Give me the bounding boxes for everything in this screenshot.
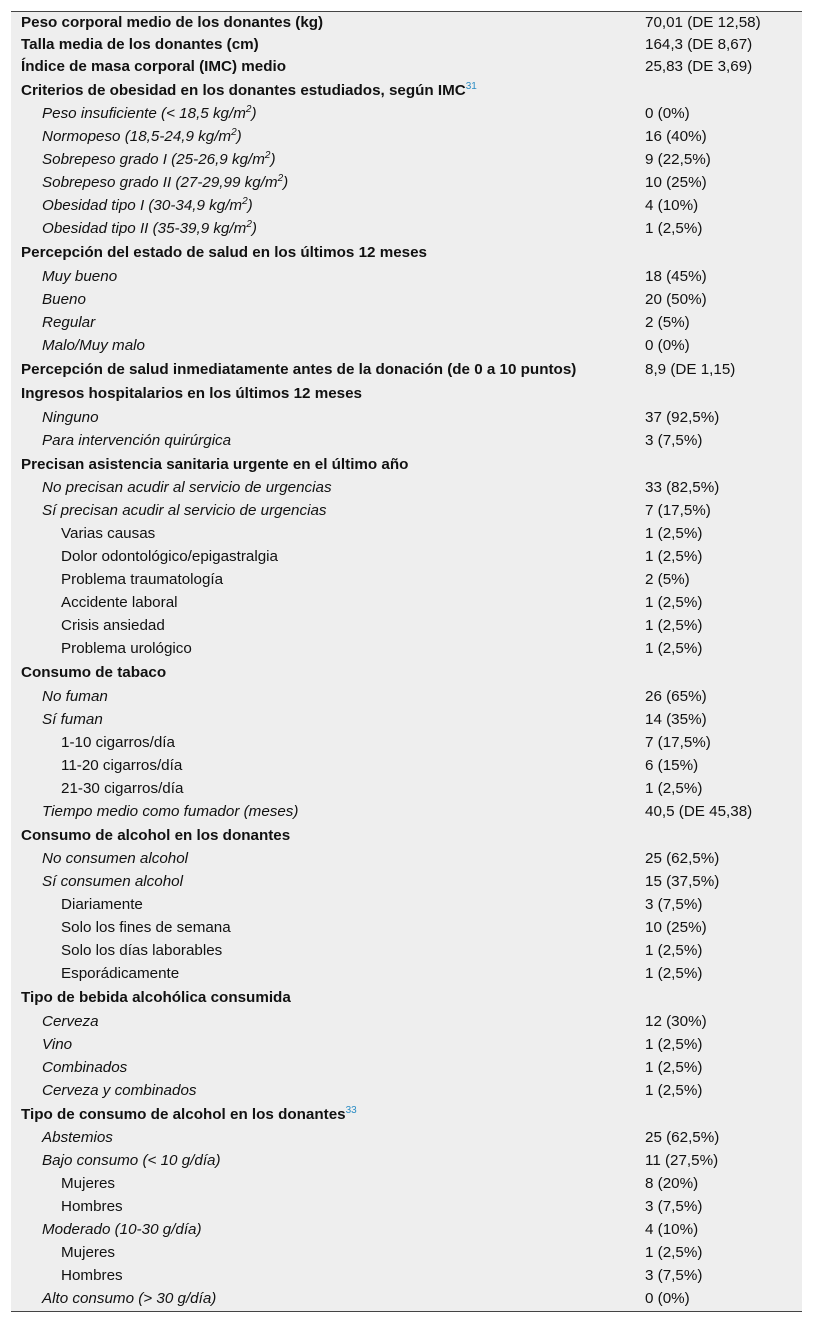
table-row (11, 103, 802, 126)
row-label (11, 241, 645, 266)
row-label-text: Para intervención quirúrgica (42, 431, 232, 449)
row-label (11, 311, 645, 334)
row-value: 12 (30%) (645, 1012, 707, 1030)
row-label-tail: ) (270, 151, 276, 169)
row-label (11, 894, 645, 917)
table-row (11, 218, 802, 241)
row-value: 2 (5%) (645, 571, 690, 589)
table-row (11, 477, 802, 500)
row-label (11, 429, 645, 452)
row-label-text: Moderado (10-30 g/día) (42, 1221, 202, 1239)
row-label-text: Malo/Muy malo (42, 336, 145, 354)
row-label (11, 661, 645, 686)
table-row (11, 546, 802, 569)
table-row (11, 288, 802, 311)
row-label (11, 592, 645, 615)
table-row (11, 149, 802, 172)
row-label (11, 685, 645, 708)
row-label-text: Consumo de alcohol en los donantes (21, 826, 291, 844)
row-label-text: Precisan asistencia sanitaria urgente en el último año (21, 455, 409, 473)
row-label-text: Normopeso (18,5-24,9 kg/m (42, 128, 232, 146)
row-label-text: Vino (42, 1035, 73, 1053)
table-row (11, 871, 802, 894)
unit-exponent: 2 (245, 104, 252, 116)
row-label-text: Índice de masa corporal (IMC) medio (21, 58, 286, 76)
row-value: 1 (2,5%) (645, 1081, 703, 1099)
row-label (11, 1242, 645, 1265)
row-value: 164,3 (DE 8,67) (645, 36, 753, 54)
row-label-text: Percepción de salud inmediatamente antes de la donación (de 0 a 10 puntos) (21, 360, 577, 378)
row-label-text: Sí precisan acudir al servicio de urgencias (42, 502, 327, 520)
row-label (11, 1033, 645, 1056)
row-label-text: Obesidad tipo I (30-34,9 kg/m (42, 197, 243, 215)
row-label-text: 1-10 cigarros/día (61, 733, 175, 751)
row-label-text: Regular (42, 313, 96, 331)
reference-link[interactable]: 31 (465, 80, 477, 92)
row-label (11, 103, 645, 126)
row-label-tail: ) (247, 197, 253, 215)
row-label-text: Mujeres (61, 1175, 116, 1193)
row-label-text: Abstemios (42, 1129, 113, 1147)
row-label (11, 1079, 645, 1102)
row-value: 1 (2,5%) (645, 1058, 703, 1076)
donor-characteristics-table (11, 11, 802, 1312)
table-row (11, 172, 802, 195)
row-value: 25 (62,5%) (645, 850, 720, 868)
row-label (11, 382, 645, 407)
row-label-text: Muy bueno (42, 267, 118, 285)
row-label (11, 126, 645, 149)
row-value (645, 452, 802, 477)
table-row (11, 357, 802, 382)
row-value: 1 (2,5%) (645, 548, 703, 566)
table-row (11, 241, 802, 266)
table-row (11, 523, 802, 546)
row-label-text: Sí fuman (42, 710, 103, 728)
row-value: 0 (0%) (645, 1290, 690, 1308)
row-value: 25,83 (DE 3,69) (645, 58, 753, 76)
row-value: 8,9 (DE 1,15) (645, 360, 736, 378)
row-label (11, 1102, 645, 1127)
row-label-text: Accidente laboral (61, 594, 178, 612)
row-value: 7 (17,5%) (645, 502, 711, 520)
row-value: 1 (2,5%) (645, 779, 703, 797)
row-label (11, 149, 645, 172)
table-row (11, 195, 802, 218)
row-value (645, 1102, 802, 1127)
table-row (11, 823, 802, 848)
row-label (11, 1219, 645, 1242)
table-row (11, 56, 802, 78)
row-value: 3 (7,5%) (645, 1267, 703, 1285)
row-label-text: Dolor odontológico/epigastralgia (61, 548, 278, 566)
row-value: 1 (2,5%) (645, 640, 703, 658)
row-value: 7 (17,5%) (645, 733, 711, 751)
row-value: 0 (0%) (645, 105, 690, 123)
row-label (11, 546, 645, 569)
row-label (11, 731, 645, 754)
table-row (11, 382, 802, 407)
row-label (11, 406, 645, 429)
table-row (11, 986, 802, 1011)
row-label (11, 1127, 645, 1150)
row-label-text: Criterios de obesidad en los donantes estudiados, según IMC (21, 81, 466, 99)
table-row (11, 800, 802, 823)
row-label-text: Talla media de los donantes (cm) (21, 36, 259, 54)
row-value (645, 241, 802, 266)
row-label-text: Mujeres (61, 1244, 116, 1262)
row-label (11, 477, 645, 500)
row-label-text: Ninguno (42, 408, 99, 426)
table-row (11, 1056, 802, 1079)
unit-exponent: 2 (242, 196, 248, 208)
row-value: 1 (2,5%) (645, 220, 703, 238)
row-label (11, 500, 645, 523)
row-label (11, 569, 645, 592)
row-value: 6 (15%) (645, 756, 699, 774)
row-value (645, 986, 802, 1011)
table-row (11, 777, 802, 800)
row-value: 18 (45%) (645, 267, 707, 285)
unit-exponent: 2 (277, 173, 284, 185)
row-label-text: 21-30 cigarros/día (61, 779, 184, 797)
row-label-text: Sí consumen alcohol (42, 873, 183, 891)
table-row (11, 311, 802, 334)
row-value: 8 (20%) (645, 1175, 699, 1193)
row-value: 3 (7,5%) (645, 1198, 703, 1216)
row-value: 0 (0%) (645, 336, 690, 354)
row-value: 16 (40%) (645, 128, 707, 146)
row-label (11, 357, 645, 382)
row-label (11, 1288, 645, 1311)
row-label-text: Sobrepeso grado I (25-26,9 kg/m (42, 151, 265, 169)
row-label-text: Bueno (42, 290, 86, 308)
row-label (11, 1173, 645, 1196)
table-row (11, 848, 802, 871)
table-row (11, 78, 802, 103)
row-value: 1 (2,5%) (645, 942, 703, 960)
table-row (11, 1079, 802, 1102)
row-label (11, 940, 645, 963)
row-label-text: Percepción del estado de salud en los últimos 12 meses (21, 244, 427, 262)
row-label-text: Problema traumatología (61, 571, 224, 589)
row-value: 1 (2,5%) (645, 525, 703, 543)
row-value: 40,5 (DE 45,38) (645, 802, 753, 820)
row-label (11, 986, 645, 1011)
row-label-text: Tipo de bebida alcohólica consumida (21, 989, 291, 1007)
row-label-text: Bajo consumo (< 10 g/día) (42, 1152, 221, 1170)
row-label (11, 334, 645, 357)
row-label-text: Alto consumo (> 30 g/día) (42, 1290, 217, 1308)
unit-exponent: 2 (246, 219, 252, 231)
row-value: 3 (7,5%) (645, 431, 703, 449)
row-label-tail: ) (251, 105, 257, 123)
table-row (11, 708, 802, 731)
row-label (11, 452, 645, 477)
row-label-text: Solo los días laborables (61, 942, 223, 960)
table-row (11, 754, 802, 777)
row-value: 15 (37,5%) (645, 873, 720, 891)
unit-exponent: 2 (231, 127, 237, 139)
table-row (11, 1010, 802, 1033)
row-label (11, 1265, 645, 1288)
row-label (11, 1010, 645, 1033)
table-row (11, 1265, 802, 1288)
row-value: 10 (25%) (645, 174, 707, 192)
table-row (11, 1102, 802, 1127)
table-row (11, 406, 802, 429)
row-value: 2 (5%) (645, 313, 690, 331)
row-label (11, 12, 645, 34)
row-label (11, 172, 645, 195)
row-value: 26 (65%) (645, 687, 707, 705)
row-label (11, 638, 645, 661)
row-label-text: Solo los fines de semana (61, 919, 231, 937)
row-label-text: Cerveza (42, 1012, 99, 1030)
row-value: 25 (62,5%) (645, 1129, 720, 1147)
row-label (11, 78, 645, 103)
row-label-text: Ingresos hospitalarios en los últimos 12 meses (21, 385, 362, 403)
table-row (11, 12, 802, 34)
row-label (11, 1056, 645, 1079)
row-label-text: No precisan acudir al servicio de urgencias (42, 479, 332, 497)
row-label-tail: ) (236, 128, 242, 146)
row-label (11, 800, 645, 823)
table-row (11, 126, 802, 149)
table-row (11, 685, 802, 708)
table-row (11, 1242, 802, 1265)
table-row (11, 940, 802, 963)
row-value: 4 (10%) (645, 197, 699, 215)
row-label (11, 195, 645, 218)
row-label-text: Crisis ansiedad (61, 617, 165, 635)
row-label-text: Obesidad tipo II (35-39,9 kg/m (42, 220, 247, 238)
row-value: 1 (2,5%) (645, 1244, 703, 1262)
row-label (11, 1150, 645, 1173)
row-value: 70,01 (DE 12,58) (645, 14, 761, 32)
table-row (11, 1127, 802, 1150)
table-row (11, 894, 802, 917)
row-label-text: Sobrepeso grado II (27-29,99 kg/m (42, 174, 278, 192)
table-row (11, 615, 802, 638)
table-row (11, 1219, 802, 1242)
row-label-text: Tiempo medio como fumador (meses) (42, 802, 299, 820)
row-label (11, 754, 645, 777)
row-label (11, 848, 645, 871)
table-row (11, 1288, 802, 1311)
row-label-text: No fuman (42, 687, 108, 705)
table-row (11, 592, 802, 615)
row-label-text: Tipo de consumo de alcohol en los donantes (21, 1105, 346, 1123)
table-row (11, 963, 802, 986)
row-label (11, 708, 645, 731)
row-label (11, 777, 645, 800)
row-label-text: Cerveza y combinados (42, 1081, 197, 1099)
row-label-text: Peso insuficiente (< 18,5 kg/m (42, 105, 246, 123)
table-body (11, 12, 802, 1311)
row-value (645, 661, 802, 686)
row-value: 3 (7,5%) (645, 896, 703, 914)
row-label-text: Diariamente (61, 896, 143, 914)
row-label-text: Problema urológico (61, 640, 192, 658)
row-label-text: Combinados (42, 1058, 128, 1076)
table-row (11, 1196, 802, 1219)
row-label (11, 823, 645, 848)
row-label-text: Varias causas (61, 525, 156, 543)
row-value: 1 (2,5%) (645, 594, 703, 612)
row-label (11, 963, 645, 986)
table-row (11, 569, 802, 592)
row-value: 33 (82,5%) (645, 479, 720, 497)
row-label-tail: ) (251, 220, 257, 238)
row-value: 4 (10%) (645, 1221, 699, 1239)
row-label (11, 917, 645, 940)
row-label-tail: ) (283, 174, 289, 192)
table-row (11, 917, 802, 940)
table-row (11, 661, 802, 686)
row-label (11, 615, 645, 638)
row-label (11, 34, 645, 56)
table-row (11, 334, 802, 357)
row-label (11, 218, 645, 241)
row-label (11, 1196, 645, 1219)
table-row (11, 638, 802, 661)
row-value: 20 (50%) (645, 290, 707, 308)
table-row (11, 429, 802, 452)
table-row (11, 1033, 802, 1056)
row-label (11, 288, 645, 311)
row-label (11, 871, 645, 894)
table-row (11, 731, 802, 754)
row-label-text: Hombres (61, 1267, 123, 1285)
row-label-text: 11-20 cigarros/día (61, 756, 183, 774)
row-label (11, 523, 645, 546)
table-row (11, 265, 802, 288)
row-label-text: No consumen alcohol (42, 850, 189, 868)
table-row (11, 1150, 802, 1173)
row-value: 1 (2,5%) (645, 965, 703, 983)
row-label-text: Hombres (61, 1198, 123, 1216)
table-row (11, 452, 802, 477)
row-value (645, 382, 802, 407)
row-label (11, 265, 645, 288)
row-value: 1 (2,5%) (645, 617, 703, 635)
table-row (11, 1173, 802, 1196)
row-value: 9 (22,5%) (645, 151, 711, 169)
row-value (645, 78, 802, 103)
row-label-text: Esporádicamente (61, 965, 180, 983)
table-row (11, 500, 802, 523)
row-label-text: Consumo de tabaco (21, 664, 167, 682)
unit-exponent: 2 (264, 150, 271, 162)
row-value: 11 (27,5%) (645, 1152, 719, 1170)
row-value (645, 823, 802, 848)
row-value: 1 (2,5%) (645, 1035, 703, 1053)
row-label-text: Peso corporal medio de los donantes (kg) (21, 14, 324, 32)
row-label (11, 56, 645, 78)
table-row (11, 34, 802, 56)
row-value: 37 (92,5%) (645, 408, 720, 426)
row-value: 10 (25%) (645, 919, 707, 937)
reference-link[interactable]: 33 (345, 1104, 357, 1116)
row-value: 14 (35%) (645, 710, 707, 728)
